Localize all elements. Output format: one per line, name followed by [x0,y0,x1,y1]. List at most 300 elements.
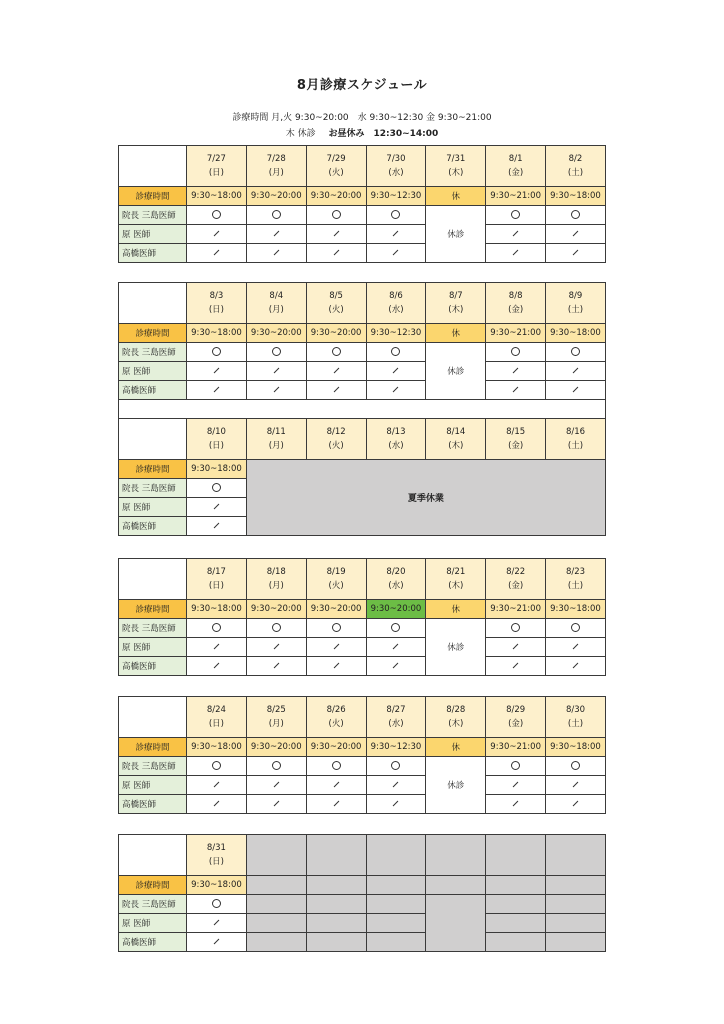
doctor-label: 原 医師 [119,498,187,517]
date-cell: 8/19 (火) [306,559,366,600]
empty-cell [546,876,606,895]
available-mark [546,343,606,362]
hours-cell: 9:30~18:00 [187,324,247,343]
slash-icon [214,939,220,945]
hours-cell: 9:30~18:00 [546,600,606,619]
lunch-break-note: お昼休み 12:30~14:00 [328,129,439,139]
empty-cell [306,914,366,933]
unavailable-mark [246,638,306,657]
unavailable-mark [546,225,606,244]
hours-label: 診療時間 [119,187,187,206]
hours-cell: 9:30~18:00 [187,187,247,206]
hours-cell: 9:30~18:00 [187,738,247,757]
unavailable-mark [187,381,247,400]
slash-icon [513,231,519,237]
hours-cell: 9:30~20:00 [306,738,366,757]
date-cell: 8/25 (月) [246,697,306,738]
unavailable-mark [366,244,426,263]
hours-cell: 9:30~12:30 [366,324,426,343]
circle-icon [511,347,520,356]
summer-holiday-cell: 夏季休業 [246,460,605,536]
available-mark [246,619,306,638]
circle-icon [332,761,341,770]
doctor-label: 高橋医師 [119,795,187,814]
circle-icon [511,210,520,219]
empty-cell [246,914,306,933]
doctor-row [119,244,606,263]
slash-icon [214,504,220,510]
circle-icon [391,623,400,632]
date-cell: 8/6 (水) [366,283,426,324]
slash-icon [333,663,339,669]
empty-cell [486,835,546,876]
hours-cell: 9:30~18:00 [187,460,247,479]
unavailable-mark [187,244,247,263]
circle-icon [212,483,221,492]
available-mark [546,757,606,776]
slash-icon [393,368,399,374]
empty-cell [486,933,546,952]
empty-cell [486,914,546,933]
circle-icon [511,623,520,632]
slash-icon [573,387,579,393]
slash-icon [273,250,279,256]
date-cell: 8/26 (火) [306,697,366,738]
unavailable-mark [486,381,546,400]
empty-cell [546,835,606,876]
unavailable-mark [366,362,426,381]
circle-icon [212,623,221,632]
slash-icon [214,231,220,237]
available-mark [187,479,247,498]
schedule-week-5 [118,696,606,814]
available-mark [187,757,247,776]
unavailable-mark [546,381,606,400]
doctor-label: 院長 三島医師 [119,757,187,776]
unavailable-mark [366,225,426,244]
circle-icon [272,347,281,356]
hours-cell: 9:30~21:00 [486,600,546,619]
date-cell: 8/24 (日) [187,697,247,738]
circle-icon [571,761,580,770]
doctor-row [119,225,606,244]
circle-icon [391,761,400,770]
slash-icon [214,801,220,807]
date-cell: 8/30 (土) [546,697,606,738]
empty-cell [486,895,546,914]
slash-icon [273,368,279,374]
date-cell: 8/10 (日) [187,419,247,460]
spacer-cell [119,400,606,419]
doctor-row [119,795,606,814]
slash-icon [333,368,339,374]
empty-cell [366,895,426,914]
date-cell: 8/7 (木) [426,283,486,324]
hours-row [119,324,606,343]
unavailable-mark [246,225,306,244]
slash-icon [393,387,399,393]
slash-icon [573,644,579,650]
unavailable-mark [366,657,426,676]
unavailable-mark [187,776,247,795]
unavailable-mark [486,776,546,795]
unavailable-mark [306,795,366,814]
corner-cell [119,283,187,324]
empty-cell [546,933,606,952]
hours-cell: 9:30~18:00 [546,187,606,206]
date-cell: 8/2 (土) [546,146,606,187]
unavailable-mark [366,381,426,400]
circle-icon [212,347,221,356]
date-cell: 8/22 (金) [486,559,546,600]
circle-icon [212,210,221,219]
date-cell: 8/15 (金) [486,419,546,460]
date-cell: 8/21 (木) [426,559,486,600]
date-cell: 7/28 (月) [246,146,306,187]
unavailable-mark [546,638,606,657]
doctor-row [119,638,606,657]
doctor-label: 原 医師 [119,638,187,657]
doctor-row [119,657,606,676]
doctor-label: 高橋医師 [119,933,187,952]
unavailable-mark [187,795,247,814]
slash-icon [273,387,279,393]
closed-cell: 休診 [426,206,486,263]
available-mark [486,206,546,225]
doctor-row [119,933,606,952]
circle-icon [212,899,221,908]
unavailable-mark [546,776,606,795]
slash-icon [393,801,399,807]
doctor-row [119,206,606,225]
hours-cell: 9:30~20:00 [246,187,306,206]
circle-icon [272,623,281,632]
slash-icon [214,782,220,788]
empty-cell [546,914,606,933]
slash-icon [214,644,220,650]
empty-cell [366,914,426,933]
page-title: 8月診療スケジュール [296,78,428,93]
hours-cell: 9:30~21:00 [486,187,546,206]
slash-icon [333,801,339,807]
doctor-row [119,381,606,400]
spacer-row [119,400,606,419]
doctor-label: 原 医師 [119,914,187,933]
slash-icon [333,644,339,650]
available-mark [546,206,606,225]
empty-cell [306,895,366,914]
circle-icon [511,761,520,770]
slash-icon [513,250,519,256]
available-mark [187,343,247,362]
date-row [119,419,606,460]
hours-cell: 9:30~18:00 [546,324,606,343]
slash-icon [573,801,579,807]
slash-icon [513,801,519,807]
unavailable-mark [546,244,606,263]
schedule-week-4 [118,558,606,676]
hours-cell: 休 [426,600,486,619]
available-mark [246,757,306,776]
hours-cell: 9:30~20:00 [306,187,366,206]
unavailable-mark [246,657,306,676]
doctor-label: 院長 三島医師 [119,479,187,498]
schedule-week-6 [118,834,606,952]
unavailable-mark [546,795,606,814]
date-cell: 8/4 (月) [246,283,306,324]
slash-icon [273,782,279,788]
unavailable-mark [187,498,247,517]
empty-cell [306,835,366,876]
unavailable-mark [246,776,306,795]
date-cell: 7/30 (水) [366,146,426,187]
slash-icon [573,663,579,669]
doctor-row [119,619,606,638]
corner-cell [119,559,187,600]
empty-cell [246,895,306,914]
circle-icon [391,347,400,356]
doctor-row [119,757,606,776]
circle-icon [272,761,281,770]
date-cell: 8/3 (日) [187,283,247,324]
unavailable-mark [246,362,306,381]
hours-cell: 9:30~20:00 [306,324,366,343]
unavailable-mark [246,795,306,814]
schedule-week-2-3 [118,282,606,536]
date-cell: 7/31 (木) [426,146,486,187]
hours-cell: 休 [426,738,486,757]
available-mark [187,895,247,914]
available-mark [306,757,366,776]
unavailable-mark [306,244,366,263]
doctor-label: 原 医師 [119,362,187,381]
corner-cell [119,835,187,876]
empty-cell [426,895,486,952]
empty-cell [246,933,306,952]
date-cell: 8/17 (日) [187,559,247,600]
date-cell: 7/29 (火) [306,146,366,187]
available-mark [306,619,366,638]
date-row [119,835,606,876]
hours-cell: 9:30~20:00 [246,600,306,619]
hours-cell: 9:30~20:00 [306,600,366,619]
date-row [119,559,606,600]
unavailable-mark [306,362,366,381]
available-mark [366,206,426,225]
slash-icon [333,387,339,393]
slash-icon [573,231,579,237]
available-mark [546,619,606,638]
hours-cell: 9:30~21:00 [486,738,546,757]
unavailable-mark [366,638,426,657]
hours-cell: 9:30~20:00 [246,738,306,757]
unavailable-mark [246,381,306,400]
available-mark [366,757,426,776]
unavailable-mark [187,914,247,933]
date-row [119,697,606,738]
unavailable-mark [246,244,306,263]
empty-cell [546,895,606,914]
circle-icon [571,210,580,219]
unavailable-mark [187,517,247,536]
slash-icon [333,231,339,237]
closed-cell: 休診 [426,619,486,676]
empty-cell [366,876,426,895]
empty-cell [486,876,546,895]
hours-info-line2 [0,126,724,139]
date-cell: 8/31 (日) [187,835,247,876]
date-cell: 7/27 (日) [187,146,247,187]
date-row [119,283,606,324]
hours-label: 診療時間 [119,738,187,757]
hours-cell-special: 9:30~20:00 [366,600,426,619]
date-cell: 8/28 (木) [426,697,486,738]
date-cell: 8/18 (月) [246,559,306,600]
hours-cell: 9:30~20:00 [246,324,306,343]
circle-icon [272,210,281,219]
slash-icon [214,663,220,669]
unavailable-mark [486,362,546,381]
date-cell: 8/1 (金) [486,146,546,187]
doctor-row [119,362,606,381]
hours-label: 診療時間 [119,600,187,619]
doctor-row [119,776,606,795]
doctor-row [119,914,606,933]
unavailable-mark [306,776,366,795]
unavailable-mark [306,381,366,400]
hours-cell: 9:30~18:00 [546,738,606,757]
hours-cell: 9:30~12:30 [366,187,426,206]
circle-icon [332,623,341,632]
date-cell: 8/13 (水) [366,419,426,460]
unavailable-mark [366,776,426,795]
slash-icon [393,782,399,788]
date-cell: 8/23 (土) [546,559,606,600]
slash-icon [393,250,399,256]
slash-icon [214,368,220,374]
doctor-label: 高橋医師 [119,517,187,536]
unavailable-mark [486,244,546,263]
doctor-label: 高橋医師 [119,381,187,400]
slash-icon [273,231,279,237]
slash-icon [513,644,519,650]
hours-row [119,876,606,895]
circle-icon [332,210,341,219]
empty-cell [366,933,426,952]
doctor-label: 高橋医師 [119,657,187,676]
hours-label: 診療時間 [119,324,187,343]
date-cell: 8/12 (火) [306,419,366,460]
unavailable-mark [187,638,247,657]
unavailable-mark [486,225,546,244]
doctor-row [119,895,606,914]
circle-icon [571,623,580,632]
closed-cell: 休診 [426,343,486,400]
slash-icon [573,782,579,788]
empty-cell [306,933,366,952]
unavailable-mark [306,225,366,244]
hours-row [119,738,606,757]
empty-cell [366,835,426,876]
doctor-label: 院長 三島医師 [119,895,187,914]
schedule-week-1 [118,145,606,263]
corner-cell [119,146,187,187]
slash-icon [513,782,519,788]
unavailable-mark [486,657,546,676]
available-mark [246,206,306,225]
date-row [119,146,606,187]
available-mark [246,343,306,362]
empty-cell [246,835,306,876]
circle-icon [332,347,341,356]
hours-row [119,460,606,479]
circle-icon [571,347,580,356]
unavailable-mark [187,362,247,381]
date-cell: 8/27 (水) [366,697,426,738]
doctor-label: 原 医師 [119,225,187,244]
hours-cell: 9:30~21:00 [486,324,546,343]
doctor-label: 高橋医師 [119,244,187,263]
date-cell: 8/11 (月) [246,419,306,460]
slash-icon [214,250,220,256]
unavailable-mark [306,657,366,676]
hours-cell: 休 [426,187,486,206]
available-mark [486,343,546,362]
slash-icon [393,663,399,669]
date-cell: 8/20 (水) [366,559,426,600]
slash-icon [214,387,220,393]
unavailable-mark [486,638,546,657]
hours-cell: 9:30~18:00 [187,600,247,619]
available-mark [187,206,247,225]
slash-icon [573,250,579,256]
corner-cell [119,697,187,738]
available-mark [187,619,247,638]
date-cell: 8/9 (土) [546,283,606,324]
available-mark [306,206,366,225]
unavailable-mark [187,933,247,952]
circle-icon [391,210,400,219]
empty-cell [306,876,366,895]
date-cell: 8/5 (火) [306,283,366,324]
slash-icon [393,231,399,237]
slash-icon [513,663,519,669]
date-cell: 8/16 (土) [546,419,606,460]
hours-row [119,187,606,206]
slash-icon [214,523,220,529]
unavailable-mark [187,225,247,244]
empty-cell [426,835,486,876]
available-mark [306,343,366,362]
date-cell: 8/29 (金) [486,697,546,738]
doctor-label: 原 医師 [119,776,187,795]
unavailable-mark [366,795,426,814]
slash-icon [273,644,279,650]
empty-cell [426,876,486,895]
available-mark [486,619,546,638]
circle-icon [212,761,221,770]
slash-icon [333,782,339,788]
slash-icon [333,250,339,256]
corner-cell [119,419,187,460]
slash-icon [513,387,519,393]
unavailable-mark [486,795,546,814]
empty-cell [246,876,306,895]
available-mark [486,757,546,776]
thursday-closed-note: 木 休診 [285,129,316,139]
available-mark [366,343,426,362]
doctor-label: 院長 三島医師 [119,619,187,638]
